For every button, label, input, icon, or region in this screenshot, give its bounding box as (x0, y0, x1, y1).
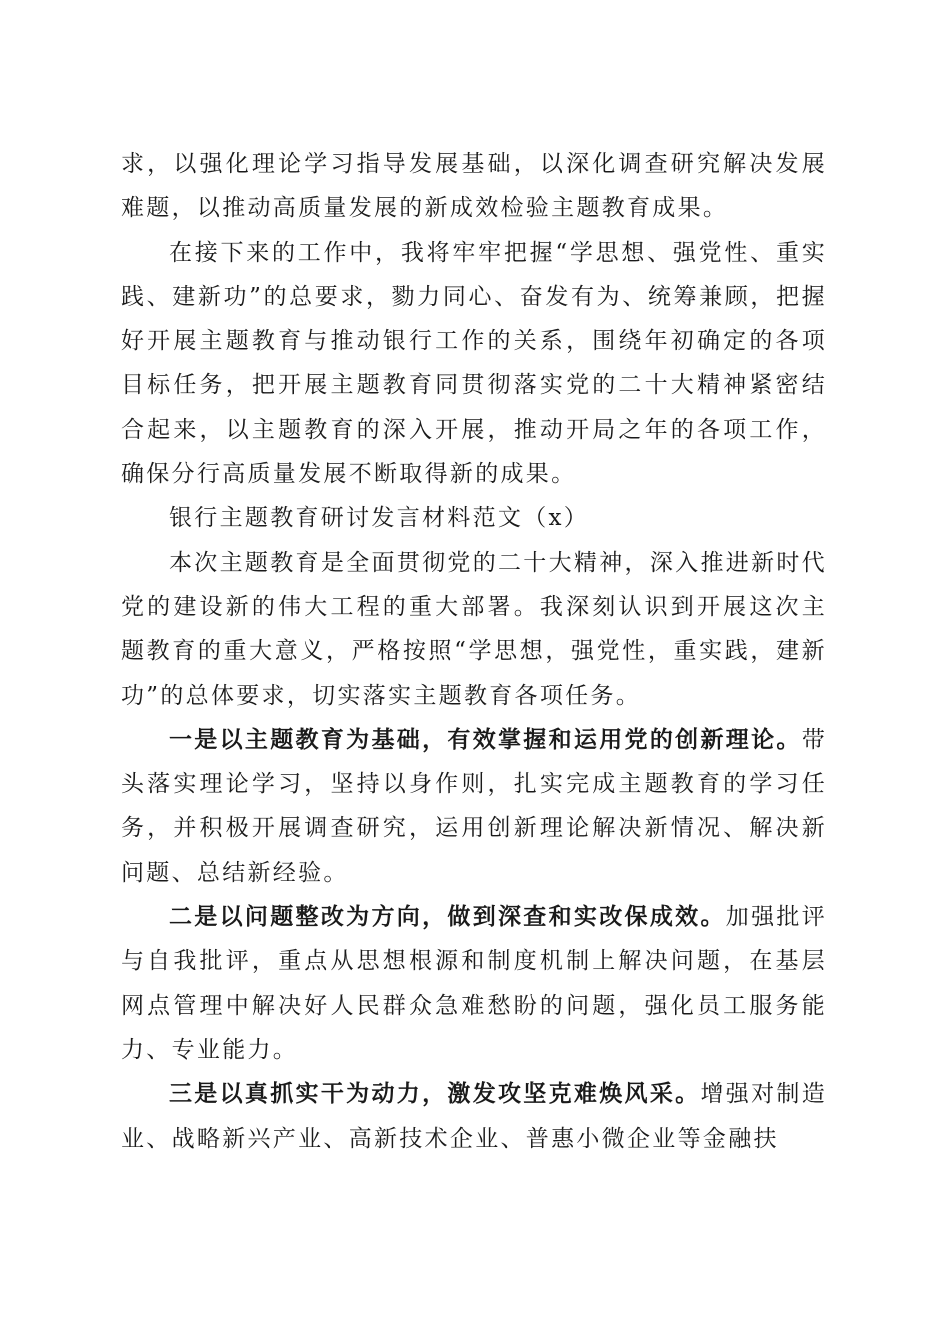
document-body (121, 142, 827, 1161)
paragraph-lead: 二是以问题整改为方向，做到深查和实改保成效。 (169, 903, 726, 931)
paragraph-lead: 三是以真抓实干为动力，激发攻坚克难焕风采。 (169, 1080, 701, 1108)
paragraph-point-three (121, 1072, 827, 1161)
paragraph-text: 求，以强化理论学习指导发展基础，以深化调查研究解决发展难题，以推动高质量发展的新成效检验主题教育成果。 (121, 151, 827, 222)
paragraph-text: 增强对制造业、战略新兴产业、高新技术企业、普惠小微企业等金融扶 (121, 1081, 827, 1152)
paragraph-text: 在接下来的工作中，我将牢牢把握“学思想、强党性、重实践、建新功”的总要求，勠力同心、奋发有为、统筹兼顾，把握好开展主题教育与推动银行工作的关系，围绕年初确定的各项目标任务，把开展主题教育同贯彻落实党的二十大精神紧密结合起来，以主题教育的深入开展，推动开局之年的各项工作，确保分行高质量发展不断取得新的成果。 (121, 239, 827, 488)
paragraph-continued (121, 142, 827, 231)
section-title (121, 496, 827, 540)
paragraph-text: 加强批评与自我批评，重点从思想根源和制度机制上解决问题，在基层网点管理中解决好人民群众急难愁盼的问题，强化员工服务能力、专业能力。 (121, 904, 827, 1063)
paragraph-point-one (121, 718, 827, 895)
paragraph-point-two (121, 895, 827, 1072)
paragraph-next-steps (121, 231, 827, 497)
paragraph-text: 本次主题教育是全面贯彻党的二十大精神，深入推进新时代党的建设新的伟大工程的重大部署。我深刻认识到开展这次主题教育的重大意义，严格按照“学思想，强党性，重实践，建新功”的总体要求，切实落实主题教育各项任务。 (121, 549, 827, 709)
section-title-text: 银行主题教育研讨发言材料范文（x） (169, 505, 590, 532)
paragraph-text: 带头落实理论学习，坚持以身作则，扎实完成主题教育的学习任务，并积极开展调查研究，运用创新理论解决新情况、解决新问题、总结新经验。 (121, 726, 827, 886)
paragraph-intro (121, 541, 827, 718)
paragraph-lead: 一是以主题教育为基础，有效掌握和运用党的创新理论。 (169, 725, 802, 753)
